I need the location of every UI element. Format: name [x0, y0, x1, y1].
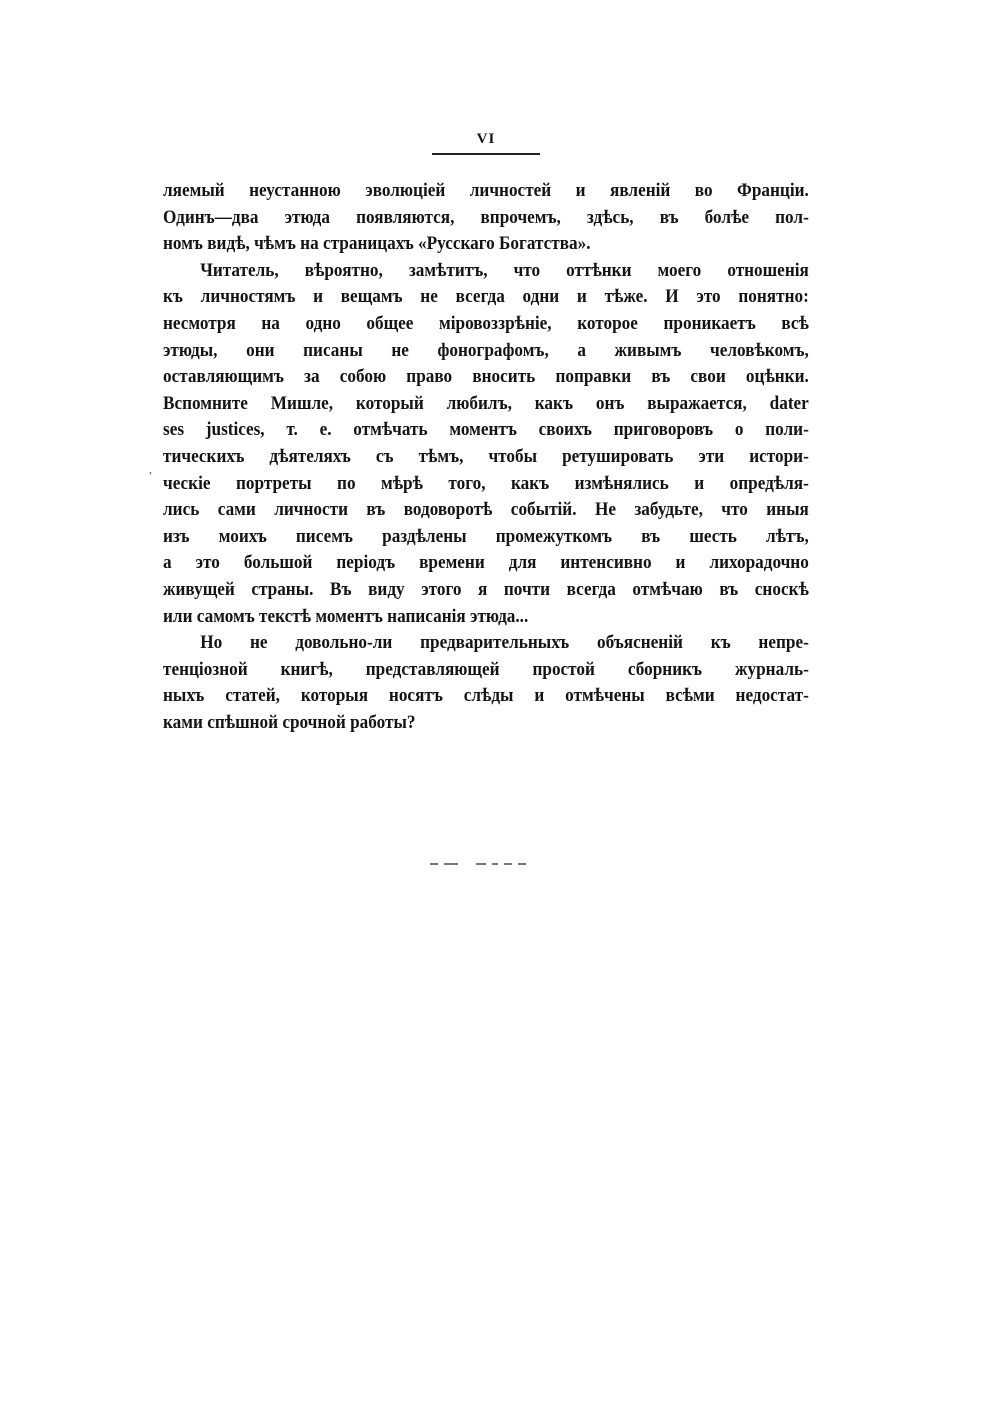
text-line: ses justices, т. е. отмѣчать моментъ своихъ приговоровъ о поли-: [163, 420, 809, 441]
text-line: Но не довольно-ли предварительныхъ объясненій къ непре-: [200, 633, 809, 654]
text-line: а это большой періодъ времени для интенсивно и лихорадочно: [163, 553, 809, 574]
text-line: лись сами личности въ водоворотѣ событій. Не забудьте, что иныя: [163, 500, 809, 521]
body-text: [163, 178, 809, 736]
text-line: Читатель, вѣроятно, замѣтитъ, что оттѣнки моего отношенія: [200, 260, 809, 281]
text-line: Вспомните Мишле, который любилъ, какъ онъ выражается, dater: [163, 393, 809, 414]
text-line: изъ моихъ писемъ раздѣлены промежуткомъ въ шесть лѣтъ,: [163, 526, 809, 547]
text-line: или самомъ текстѣ моментъ написанія этюда...: [163, 606, 529, 627]
text-line: ческіе портреты по мѣрѣ того, какъ измѣнялись и опредѣля-: [163, 473, 809, 494]
text-line: ками спѣшной срочной работы?: [163, 712, 416, 733]
text-line: этюды, они писаны не фонографомъ, а живымъ человѣкомъ,: [163, 340, 809, 361]
text-line: номъ видѣ, чѣмъ на страницахъ «Русскаго Богатства».: [163, 234, 591, 255]
margin-mark: ,: [149, 462, 152, 476]
text-line: несмотря на одно общее міровоззрѣніе, которое проникаетъ всѣ: [163, 313, 809, 334]
text-line: къ личностямъ и вещамъ не всегда одни и тѣже. И это понятно:: [163, 287, 809, 308]
text-line: ляемый неустанною эволюціей личностей и явленій во Франціи.: [163, 181, 809, 201]
text-line: Одинъ—два этюда появляются, впрочемъ, здѣсь, въ болѣе пол-: [163, 207, 809, 228]
text-line: оставляющимъ за собою право вносить поправки въ свои оцѣнки.: [163, 367, 809, 388]
header-rule: [432, 153, 540, 155]
page-number: VI: [476, 131, 496, 147]
end-ornament: [430, 863, 540, 866]
text-line: тическихъ дѣятеляхъ съ тѣмъ, чтобы ретушировать эти истори-: [163, 446, 809, 467]
text-line: тенціозной книгѣ, представляющей простой сборникъ журналь-: [163, 659, 809, 680]
text-line: живущей страны. Въ виду этого я почти всегда отмѣчаю въ сноскѣ: [163, 579, 809, 600]
text-line: ныхъ статей, которыя носятъ слѣды и отмѣчены всѣми недостат-: [163, 686, 809, 707]
